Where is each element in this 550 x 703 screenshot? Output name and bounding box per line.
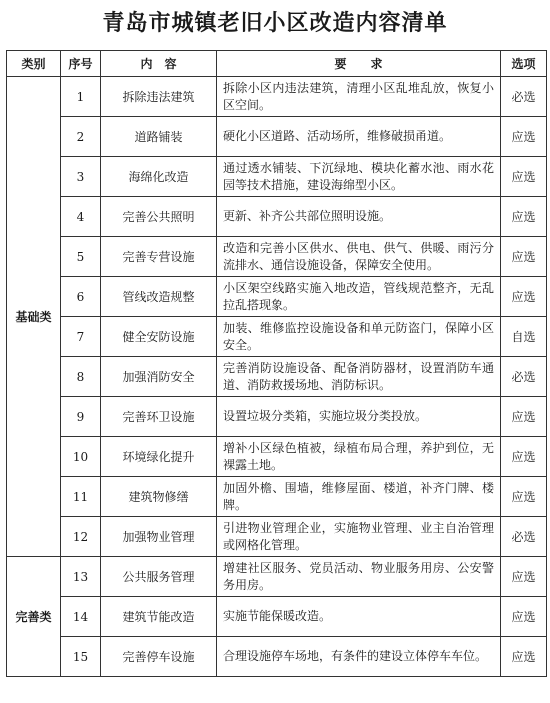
requirement-cell: 通过透水铺装、下沉绿地、模块化蓄水池、雨水花园等技术措施，建设海绵型小区。 bbox=[217, 157, 501, 197]
option-cell: 应选 bbox=[501, 437, 547, 477]
requirement-cell: 加固外檐、围墙，维修屋面、楼道，补齐门牌、楼牌。 bbox=[217, 477, 501, 517]
option-cell: 应选 bbox=[501, 157, 547, 197]
number-cell: 8 bbox=[61, 357, 101, 397]
number-cell: 4 bbox=[61, 197, 101, 237]
content-cell: 完善停车设施 bbox=[101, 637, 217, 677]
number-cell: 1 bbox=[61, 77, 101, 117]
number-cell: 14 bbox=[61, 597, 101, 637]
table-row bbox=[7, 77, 547, 117]
number-cell: 12 bbox=[61, 517, 101, 557]
table-row bbox=[7, 557, 547, 597]
header-option: 选项 bbox=[501, 51, 547, 77]
table-row bbox=[7, 517, 547, 557]
option-cell: 应选 bbox=[501, 477, 547, 517]
option-cell: 应选 bbox=[501, 237, 547, 277]
table-row bbox=[7, 277, 547, 317]
option-cell: 应选 bbox=[501, 637, 547, 677]
content-cell: 海绵化改造 bbox=[101, 157, 217, 197]
header-requirement: 要 求 bbox=[217, 51, 501, 77]
requirement-cell: 设置垃圾分类箱，实施垃圾分类投放。 bbox=[217, 397, 501, 437]
requirement-cell: 拆除小区内违法建筑，清理小区乱堆乱放，恢复小区空间。 bbox=[217, 77, 501, 117]
content-cell: 建筑节能改造 bbox=[101, 597, 217, 637]
option-cell: 应选 bbox=[501, 397, 547, 437]
table-row bbox=[7, 117, 547, 157]
number-cell: 6 bbox=[61, 277, 101, 317]
content-cell: 公共服务管理 bbox=[101, 557, 217, 597]
number-cell: 15 bbox=[61, 637, 101, 677]
header-category: 类别 bbox=[7, 51, 61, 77]
category-cell: 基础类 bbox=[7, 77, 61, 557]
table-row bbox=[7, 317, 547, 357]
table-row bbox=[7, 237, 547, 277]
table-row bbox=[7, 157, 547, 197]
table-row bbox=[7, 437, 547, 477]
number-cell: 10 bbox=[61, 437, 101, 477]
table-row bbox=[7, 597, 547, 637]
content-cell: 管线改造规整 bbox=[101, 277, 217, 317]
page-title: 青岛市城镇老旧小区改造内容清单 bbox=[102, 10, 448, 36]
requirement-cell: 增补小区绿色植被，绿植布局合理，养护到位，无裸露土地。 bbox=[217, 437, 501, 477]
option-cell: 应选 bbox=[501, 117, 547, 157]
requirement-cell: 硬化小区道路、活动场所，维修破损甬道。 bbox=[217, 117, 501, 157]
content-cell: 健全安防设施 bbox=[101, 317, 217, 357]
content-cell: 加强消防安全 bbox=[101, 357, 217, 397]
table-row bbox=[7, 197, 547, 237]
option-cell: 应选 bbox=[501, 557, 547, 597]
header-number: 序号 bbox=[61, 51, 101, 77]
option-cell: 应选 bbox=[501, 277, 547, 317]
requirement-cell: 引进物业管理企业，实施物业管理、业主自治管理或网格化管理。 bbox=[217, 517, 501, 557]
option-cell: 必选 bbox=[501, 517, 547, 557]
requirement-cell: 加装、维修监控设施设备和单元防盗门，保障小区安全。 bbox=[217, 317, 501, 357]
table-row bbox=[7, 637, 547, 677]
table-header-row bbox=[7, 51, 547, 77]
table-body bbox=[7, 77, 547, 677]
requirement-cell: 合理设施停车场地，有条件的建设立体停车车位。 bbox=[217, 637, 501, 677]
content-cell: 拆除违法建筑 bbox=[101, 77, 217, 117]
table-row bbox=[7, 477, 547, 517]
number-cell: 5 bbox=[61, 237, 101, 277]
number-cell: 13 bbox=[61, 557, 101, 597]
content-cell: 加强物业管理 bbox=[101, 517, 217, 557]
content-table bbox=[6, 50, 547, 677]
number-cell: 11 bbox=[61, 477, 101, 517]
content-cell: 道路铺装 bbox=[101, 117, 217, 157]
table-row bbox=[7, 397, 547, 437]
requirement-cell: 改造和完善小区供水、供电、供气、供暖、雨污分流排水、通信设施设备，保障安全使用。 bbox=[217, 237, 501, 277]
table-row bbox=[7, 357, 547, 397]
number-cell: 7 bbox=[61, 317, 101, 357]
requirement-cell: 增建社区服务、党员活动、物业服务用房、公安警务用房。 bbox=[217, 557, 501, 597]
requirement-cell: 完善消防设施设备、配备消防器材，设置消防车通道、消防救援场地、消防标识。 bbox=[217, 357, 501, 397]
requirement-cell: 实施节能保暖改造。 bbox=[217, 597, 501, 637]
requirement-cell: 小区架空线路实施入地改造，管线规范整齐，无乱拉乱搭现象。 bbox=[217, 277, 501, 317]
content-cell: 环境绿化提升 bbox=[101, 437, 217, 477]
option-cell: 自选 bbox=[501, 317, 547, 357]
number-cell: 3 bbox=[61, 157, 101, 197]
content-cell: 建筑物修缮 bbox=[101, 477, 217, 517]
header-content: 内 容 bbox=[101, 51, 217, 77]
number-cell: 9 bbox=[61, 397, 101, 437]
requirement-cell: 更新、补齐公共部位照明设施。 bbox=[217, 197, 501, 237]
option-cell: 必选 bbox=[501, 357, 547, 397]
number-cell: 2 bbox=[61, 117, 101, 157]
option-cell: 必选 bbox=[501, 77, 547, 117]
content-cell: 完善公共照明 bbox=[101, 197, 217, 237]
content-cell: 完善专营设施 bbox=[101, 237, 217, 277]
category-cell: 完善类 bbox=[7, 557, 61, 677]
option-cell: 应选 bbox=[501, 597, 547, 637]
option-cell: 应选 bbox=[501, 197, 547, 237]
content-cell: 完善环卫设施 bbox=[101, 397, 217, 437]
